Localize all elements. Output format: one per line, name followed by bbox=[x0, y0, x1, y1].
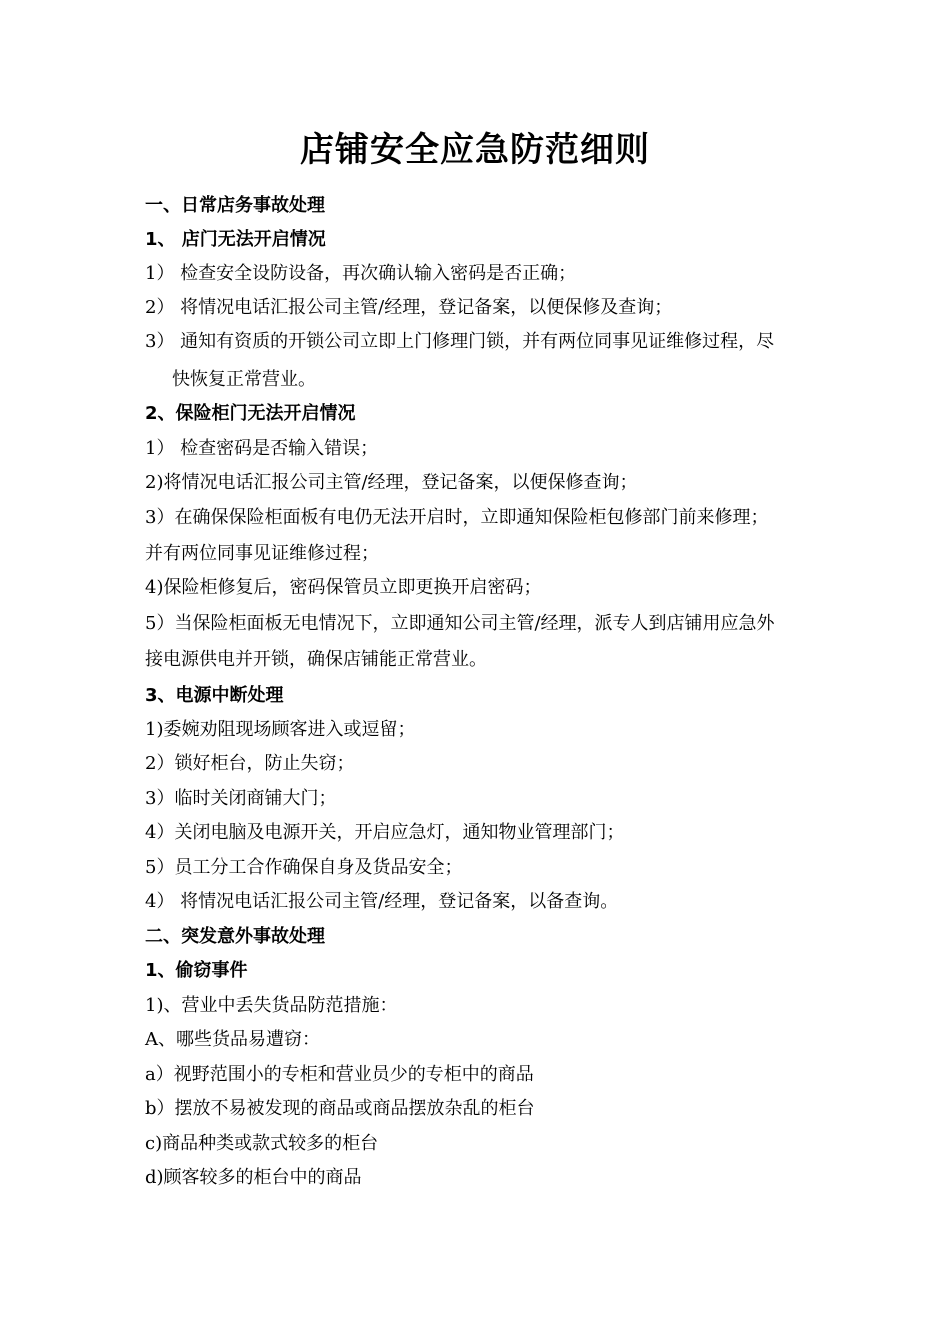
text-line: 5）员工分工合作确保自身及货品安全； bbox=[145, 857, 463, 878]
text-line: 快恢复正常营业。 bbox=[172, 369, 316, 390]
section-heading: 二、突发意外事故处理 bbox=[145, 926, 325, 947]
section-heading: 2、保险柜门无法开启情况 bbox=[145, 403, 356, 424]
text-line: 1)委婉劝阻现场顾客进入或逗留； bbox=[145, 719, 416, 740]
text-line: 4）关闭电脑及电源开关，开启应急灯，通知物业管理部门； bbox=[145, 822, 625, 843]
text-line: A、哪些货品易遭窃： bbox=[145, 1029, 320, 1050]
text-line: 3）在确保保险柜面板有电仍无法开启时，立即通知保险柜包修部门前来修理； bbox=[145, 507, 769, 528]
text-line: 2） 将情况电话汇报公司主管/经理，登记备案，以便保修及查询； bbox=[145, 297, 673, 318]
text-line: 3）临时关闭商铺大门； bbox=[145, 788, 337, 809]
text-line: 4） 将情况电话汇报公司主管/经理，登记备案，以备查询。 bbox=[145, 891, 619, 912]
text-line: 1)、营业中丢失货品防范措施： bbox=[145, 995, 398, 1016]
text-line: c)商品种类或款式较多的柜台 bbox=[145, 1133, 379, 1154]
text-line: d)顾客较多的柜台中的商品 bbox=[145, 1167, 362, 1188]
text-line: 5）当保险柜面板无电情况下，立即通知公司主管/经理，派专人到店铺用应急外 bbox=[145, 613, 775, 634]
text-line: 接电源供电并开锁，确保店铺能正常营业。 bbox=[145, 649, 487, 670]
text-line: 3） 通知有资质的开锁公司立即上门修理门锁，并有两位同事见证维修过程，尽 bbox=[145, 331, 775, 352]
text-line: 1） 检查安全设防设备，再次确认输入密码是否正确； bbox=[145, 263, 577, 284]
page-title: 店铺安全应急防范细则 bbox=[300, 130, 650, 170]
text-line: 1） 检查密码是否输入错误； bbox=[145, 438, 379, 459]
section-heading: 1、 店门无法开启情况 bbox=[145, 229, 326, 250]
text-line: 并有两位同事见证维修过程； bbox=[145, 543, 379, 564]
text-line: 2)将情况电话汇报公司主管/经理，登记备案，以便保修查询； bbox=[145, 472, 638, 493]
text-line: 4)保险柜修复后，密码保管员立即更换开启密码； bbox=[145, 577, 542, 598]
text-line: 2）锁好柜台，防止失窃； bbox=[145, 753, 355, 774]
section-heading: 3、电源中断处理 bbox=[145, 685, 284, 706]
text-line: b）摆放不易被发现的商品或商品摆放杂乱的柜台 bbox=[145, 1098, 535, 1119]
section-heading: 一、日常店务事故处理 bbox=[145, 195, 325, 216]
section-heading: 1、偷窃事件 bbox=[145, 960, 248, 981]
text-line: a）视野范围小的专柜和营业员少的专柜中的商品 bbox=[145, 1064, 534, 1085]
